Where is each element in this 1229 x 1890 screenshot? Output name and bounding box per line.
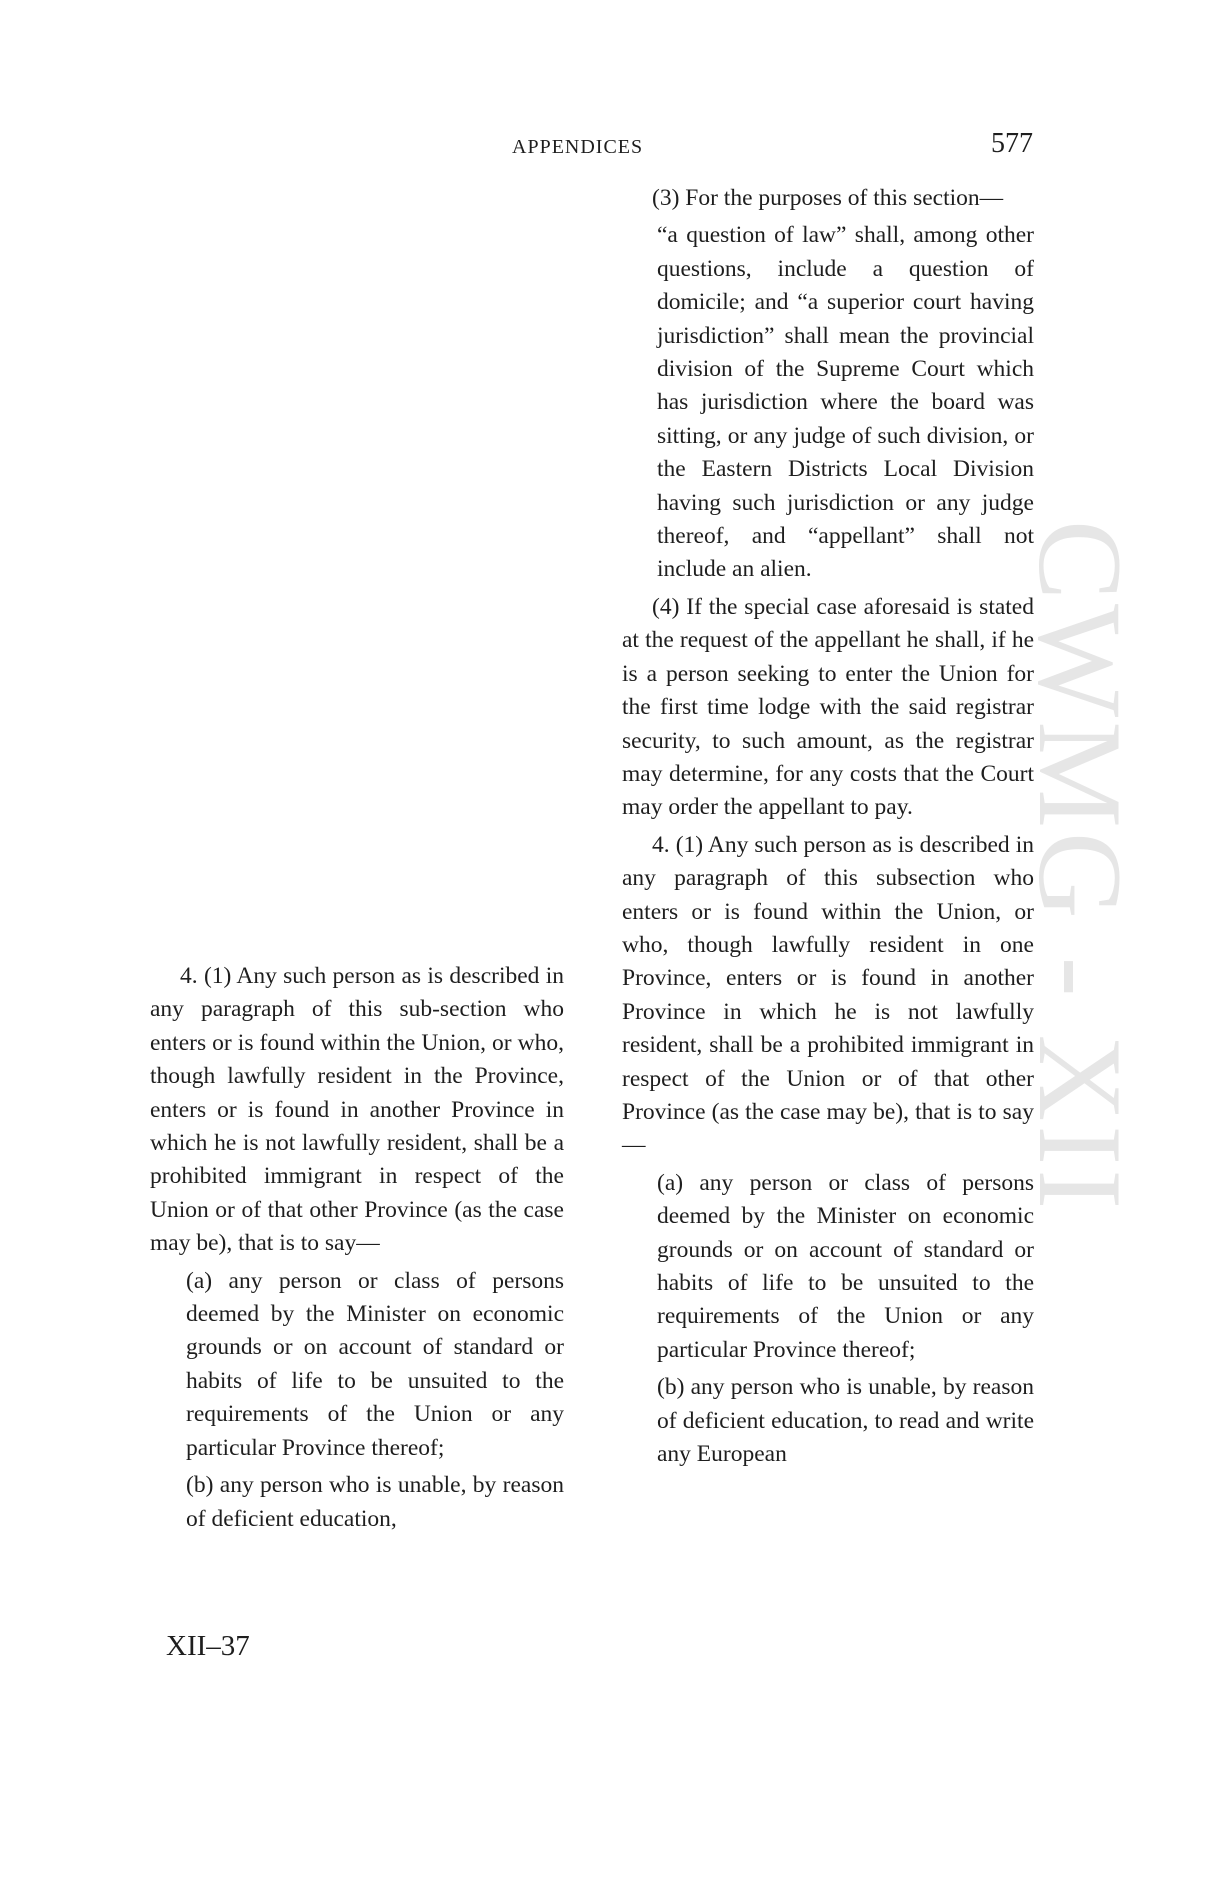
left-para-4-1: 4. (1) Any such person as is described in any paragraph of this sub-section who enters or is found within the Union, or who, though lawfully resident in the Province, enters or is found in another Province in which he is not lawfully resident, shall be a prohibited immigrant in respect of the Union or of that other Province (as the case may be), that is to say— — [150, 963, 564, 1257]
right-para-3-definition: “a question of law” shall, among other questions, include a question of domicile; and “a superior court having jurisdiction” shall mean the provincial division of the Supreme Court which has jurisdiction where the board was sitting, or any judge of such division, or the Eastern Districts Local Division having such jurisdiction or any judge thereof, and “appellant” shall not include an alien. — [657, 222, 1034, 583]
right-para-4-1: 4. (1) Any such person as is described in any paragraph of this subsection who enters or is found within the Union, or who, though lawfully resident in one Province, enters or is found in another Province in which he is not lawfully resident, shall be a prohibited immigrant in respect of the Union or of that other Province (as the case may be), that is to say— — [622, 831, 1034, 1159]
right-para-3: (3) For the purposes of this section— — [652, 185, 1004, 211]
right-para-4: (4) If the special case aforesaid is stated at the request of the appellant he shall, if he is a person seeking to enter the Union for the first time lodge with the said registrar security, to such amount, as the registrar may determine, for any costs that the Court may order the appellant to pay. — [622, 593, 1034, 821]
signature-mark: XII–37 — [166, 1630, 250, 1662]
watermark — [1014, 520, 1147, 1380]
left-item-b: (b) any person who is unable, by reason of deficient education, — [186, 1472, 564, 1532]
page-number: 577 — [991, 128, 1033, 159]
watermark-text: CWMG - XII — [1014, 520, 1147, 1214]
left-column — [150, 960, 564, 1540]
running-header: APPENDICES — [512, 136, 644, 158]
left-item-a: (a) any person or class of persons deemed by the Minister on economic grounds or on account of standard or habits of life to be unsuited to the requirements of the Union or any particular Province thereof; — [186, 1267, 564, 1461]
right-item-b: (b) any person who is unable, by reason of deficient education, to read and write any European — [657, 1374, 1034, 1468]
right-item-a: (a) any person or class of persons deemed by the Minister on economic grounds or on account of standard or habits of life to be unsuited to the requirements of the Union or any particular Province thereof; — [657, 1169, 1034, 1363]
right-column — [622, 182, 1034, 1475]
